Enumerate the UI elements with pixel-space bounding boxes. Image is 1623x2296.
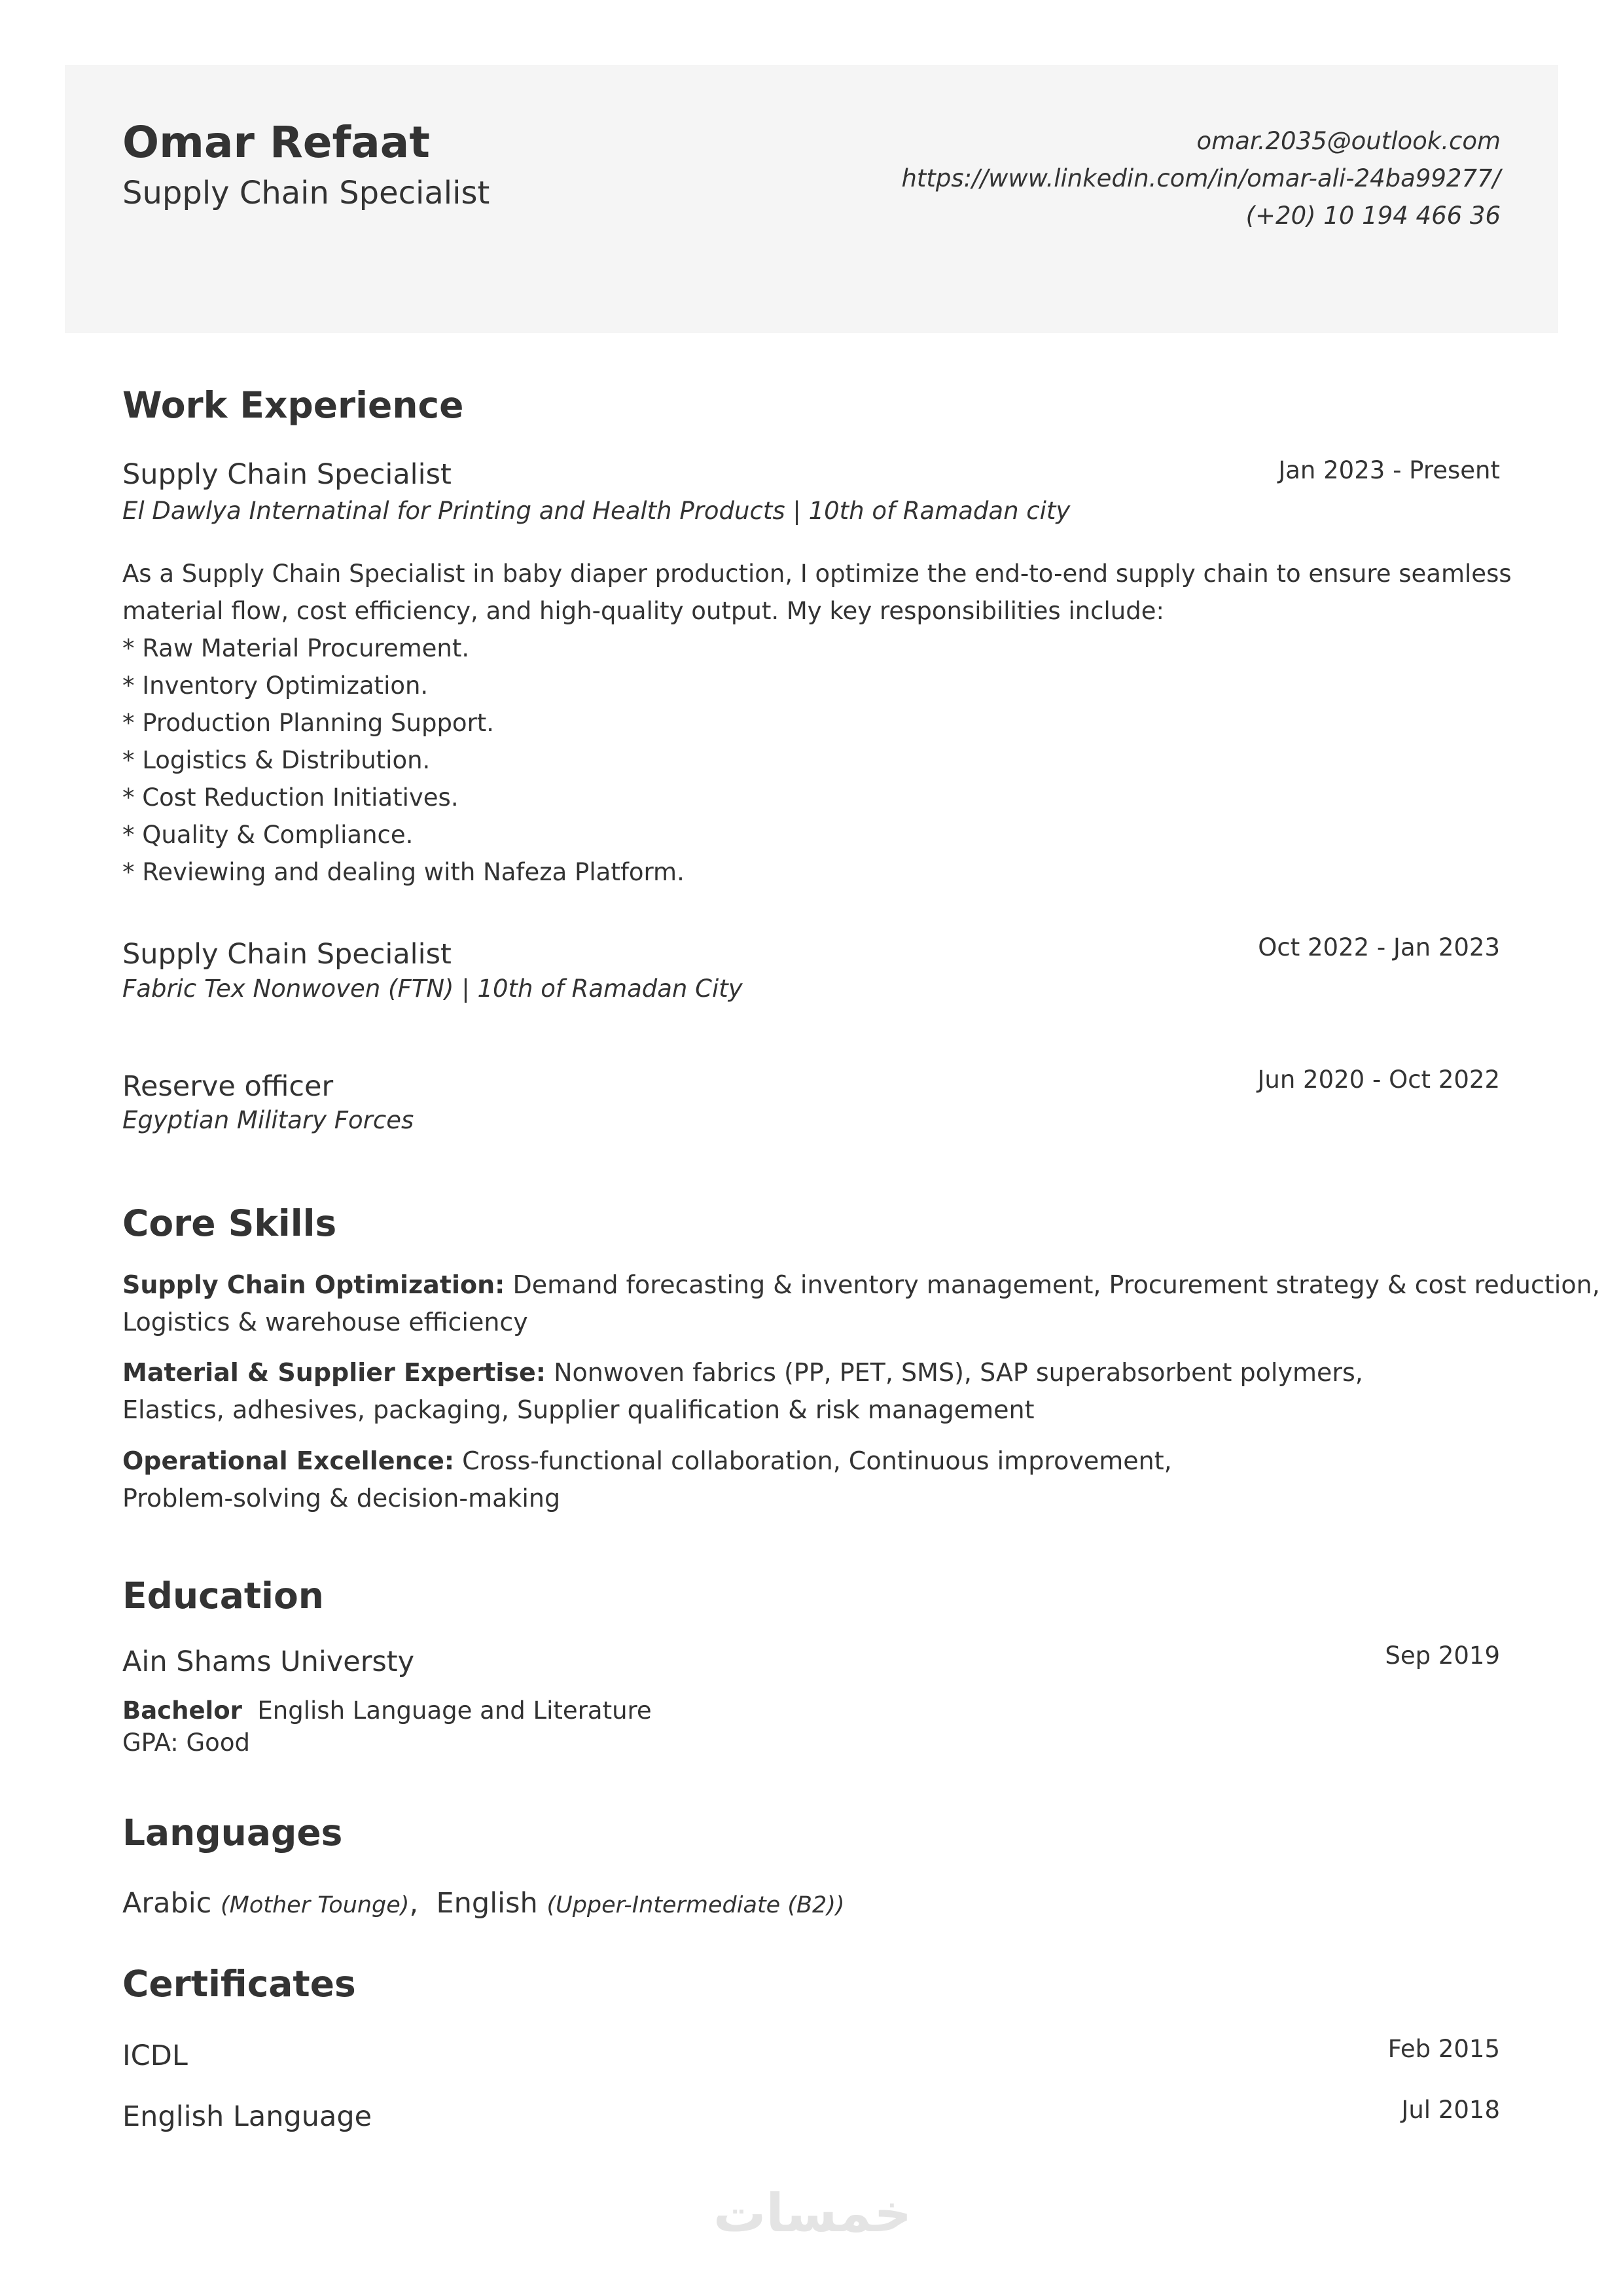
education-degree-line (122, 1696, 652, 1725)
language-name: English (436, 1887, 538, 1920)
skill-group (122, 1354, 1363, 1429)
job-3-org: Egyptian Military Forces (122, 1106, 414, 1134)
job-2-date: Oct 2022 - Jan 2023 (1258, 933, 1500, 961)
languages-heading: Languages (122, 1812, 343, 1854)
education-field: English Language and Literature (257, 1696, 652, 1725)
language-separator: , (409, 1887, 419, 1920)
education-heading: Education (122, 1575, 324, 1617)
job-3-role: Reserve officer (122, 1070, 334, 1103)
skill-text: Problem-solving & decision-making (122, 1484, 561, 1513)
skill-text: Demand forecasting & inventory management, Procurement strategy & cost reduction, (505, 1270, 1600, 1299)
job-1-desc-line: * Production Planning Support. (122, 709, 495, 737)
watermark-logo: خمسات (713, 2183, 912, 2244)
skill-label: Operational Excellence: (122, 1446, 455, 1475)
linkedin-link[interactable]: https://www.linkedin.com/in/omar-ali-24ba99277/ (901, 164, 1501, 192)
job-1-org: El Dawlya Internatinal for Printing and Health Products | 10th of Ramadan city (122, 497, 1071, 525)
job-2-role: Supply Chain Specialist (122, 938, 452, 971)
job-1-date: Jan 2023 - Present (1278, 456, 1500, 484)
resume-header (65, 65, 1558, 333)
education-date: Sep 2019 (1385, 1641, 1500, 1670)
candidate-name: Omar Refaat (122, 117, 430, 168)
certificate-name: ICDL (122, 2039, 188, 2072)
job-1-desc-line: * Cost Reduction Initiatives. (122, 783, 459, 812)
languages-list (122, 1887, 845, 1920)
skill-label: Material & Supplier Expertise: (122, 1358, 546, 1387)
certificate-date: Jul 2018 (1401, 2096, 1500, 2124)
phone-number: (+20) 10 194 466 36 (1245, 202, 1501, 230)
job-1-desc-line: * Quality & Compliance. (122, 821, 414, 849)
skill-text: Cross-functional collaboration, Continuous improvement, (454, 1446, 1172, 1475)
certificate-date: Feb 2015 (1387, 2035, 1500, 2063)
job-1-desc-line: As a Supply Chain Specialist in baby diaper production, I optimize the end-to-end supply chain to ensure seamless (122, 560, 1512, 588)
job-1-role: Supply Chain Specialist (122, 458, 452, 491)
certificate-name: English Language (122, 2100, 372, 2133)
job-2-org: Fabric Tex Nonwoven (FTN) | 10th of Ramadan City (122, 975, 743, 1003)
language-level: (Upper-Intermediate (B2)) (546, 1892, 845, 1918)
job-1-desc-line: * Reviewing and dealing with Nafeza Platform. (122, 858, 685, 886)
job-1-desc-line: * Raw Material Procurement. (122, 634, 470, 662)
job-1-description (122, 555, 1512, 891)
contact-block (901, 122, 1501, 234)
job-1-desc-line: * Inventory Optimization. (122, 672, 429, 700)
skill-label: Supply Chain Optimization: (122, 1270, 505, 1299)
job-1-desc-line: * Logistics & Distribution. (122, 746, 431, 774)
job-3-date: Jun 2020 - Oct 2022 (1257, 1066, 1500, 1094)
language-level: (Mother Tounge) (221, 1892, 410, 1918)
education-school: Ain Shams Universty (122, 1645, 415, 1678)
language-name: Arabic (122, 1887, 212, 1920)
email-link[interactable]: omar.2035@outlook.com (1196, 127, 1501, 155)
certificates-heading: Certificates (122, 1963, 356, 2005)
education-degree: Bachelor (122, 1696, 242, 1725)
candidate-headline: Supply Chain Specialist (122, 175, 490, 211)
work-experience-heading: Work Experience (122, 384, 464, 426)
skill-group (122, 1266, 1600, 1341)
education-gpa: GPA: Good (122, 1729, 250, 1757)
skill-group (122, 1443, 1172, 1517)
skill-text: Logistics & warehouse efficiency (122, 1308, 528, 1336)
skill-text: Elastics, adhesives, packaging, Supplier qualification & risk management (122, 1395, 1035, 1424)
job-1-desc-line: material flow, cost efficiency, and high-quality output. My key responsibilities include: (122, 597, 1164, 625)
skill-text: Nonwoven fabrics (PP, PET, SMS), SAP superabsorbent polymers, (546, 1358, 1363, 1387)
core-skills-heading: Core Skills (122, 1202, 337, 1244)
